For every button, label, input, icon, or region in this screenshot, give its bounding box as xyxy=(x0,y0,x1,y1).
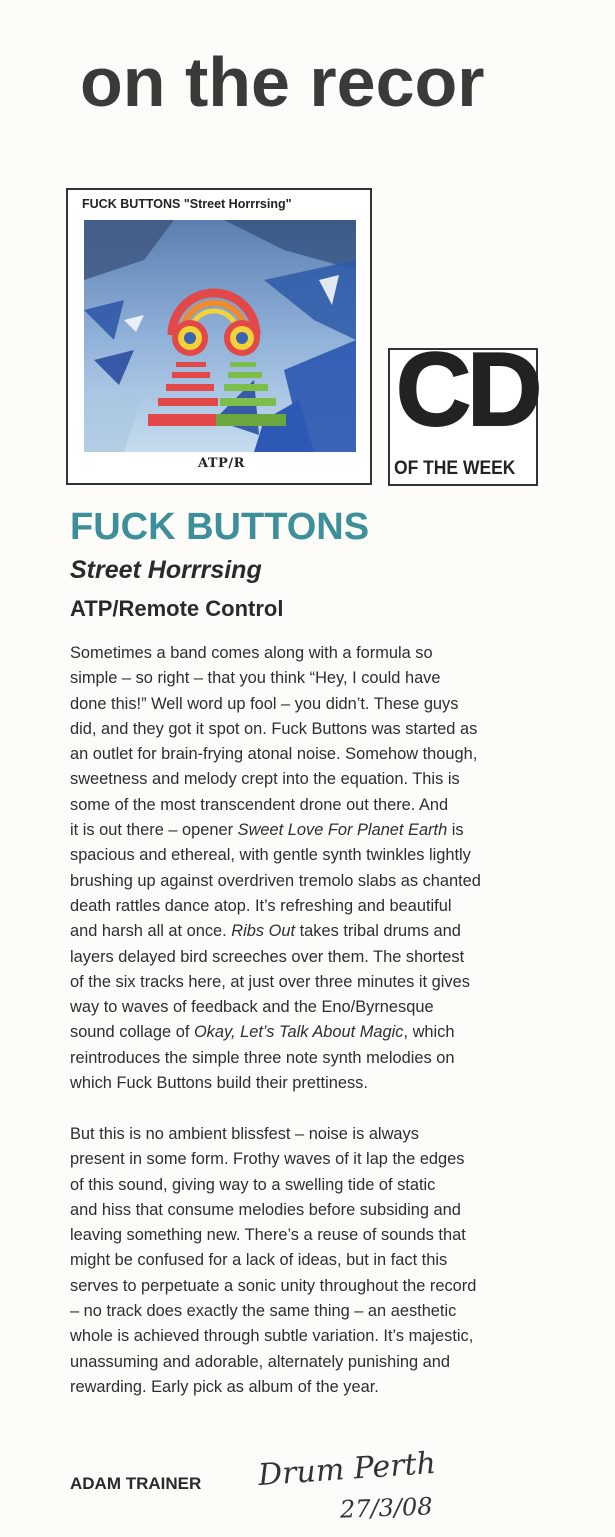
cd-of-the-week-badge xyxy=(388,332,539,486)
review-line xyxy=(70,742,550,767)
review-text-segment: present in some form. Frothy waves of it lap the edges xyxy=(70,1150,465,1169)
review-text-segment: some of the most transcendent drone out there. And xyxy=(70,795,449,814)
review-text-segment: layers delayed bird screeches over them. The shortest xyxy=(70,947,465,966)
review-line xyxy=(70,692,550,717)
review-line xyxy=(70,1350,550,1375)
review-text-segment: simple – so right – that you think “Hey, I could have xyxy=(70,669,441,688)
review-text-segment: leaving something new. There’s a reuse of sounds that xyxy=(70,1226,466,1245)
review-paragraph-1 xyxy=(70,641,550,1096)
review-text-segment: of this sound, giving way to a swelling tide of static xyxy=(70,1175,436,1194)
review-line xyxy=(70,767,550,792)
review-text-segment: might be confused for a lack of ideas, but in fact this xyxy=(70,1251,448,1270)
review-text-segment: takes tribal drums and xyxy=(295,922,461,941)
track-title: Sweet Love For Planet Earth xyxy=(237,821,448,840)
review-line xyxy=(70,1223,550,1248)
review-text-segment: rewarding. Early pick as album of the year. xyxy=(70,1377,379,1396)
album-title: Street Horrrsing xyxy=(70,556,262,584)
review-line xyxy=(70,1248,550,1273)
review-text-segment: sweetness and melody crept into the equation. This is xyxy=(70,770,460,789)
section-title: on the recor xyxy=(80,43,485,121)
handwritten-source-note: Drum Perth xyxy=(256,1445,438,1494)
review-line xyxy=(70,945,550,970)
review-line xyxy=(70,894,550,919)
track-title: Okay, Let’s Talk About Magic xyxy=(193,1023,404,1042)
review-line xyxy=(70,869,550,894)
review-line xyxy=(70,717,550,742)
review-line xyxy=(70,1173,550,1198)
review-text-segment: and harsh all at once. xyxy=(70,922,232,941)
review-line xyxy=(70,666,550,691)
review-text-segment: did, and they got it spot on. Fuck Buttons was started as xyxy=(70,719,478,738)
cover-caption: FUCK BUTTONS "Street Horrrsing" xyxy=(82,197,292,211)
record-label-name: ATP/Remote Control xyxy=(70,596,284,621)
review-text-segment: But this is no ambient blissfest – noise is always xyxy=(70,1125,419,1143)
review-text-segment: serves to perpetuate a sonic unity throughout the record xyxy=(70,1276,477,1295)
badge-cd-text: CD xyxy=(396,332,539,448)
review-text-segment: of the six tracks here, at just over three minutes it gives xyxy=(70,972,470,991)
review-text-segment: reintroduces the simple three note synth melodies on xyxy=(70,1048,455,1067)
review-text-segment: and hiss that consume melodies before subsiding and xyxy=(70,1200,461,1219)
review-line xyxy=(70,1046,550,1071)
review-text-segment: brushing up against overdriven tremolo slabs as chanted xyxy=(70,871,481,890)
handwritten-date-note: 27/3/08 xyxy=(339,1492,433,1524)
album-cover-art xyxy=(84,220,356,452)
review-line xyxy=(70,1198,550,1223)
review-line xyxy=(70,1071,550,1096)
review-line xyxy=(70,818,550,843)
review-line xyxy=(70,1299,550,1324)
review-line xyxy=(70,843,550,868)
review-line xyxy=(70,1274,550,1299)
review-text-segment: Sometimes a band comes along with a formula so xyxy=(70,644,433,662)
review-line xyxy=(70,1375,550,1400)
review-line xyxy=(70,641,550,666)
review-text-segment: done this!” Well word up fool – you didn’t. These guys xyxy=(70,694,459,713)
review-author: ADAM TRAINER xyxy=(70,1474,202,1493)
badge-week-text: OF THE WEEK xyxy=(394,458,516,479)
review-line xyxy=(70,995,550,1020)
review-text-segment: , which xyxy=(403,1023,455,1042)
track-title: Ribs Out xyxy=(231,922,296,941)
record-label-logo: ATP/R xyxy=(198,456,245,471)
review-text-segment: which Fuck Buttons build their prettiness. xyxy=(70,1074,368,1093)
review-line xyxy=(70,1122,550,1147)
review-text-segment: it is out there – opener xyxy=(70,821,238,840)
review-text-segment: death rattles dance atop. It’s refreshing and beautiful xyxy=(70,896,452,915)
review-line xyxy=(70,793,550,818)
review-text-segment: spacious and ethereal, with gentle synth twinkles lightly xyxy=(70,846,471,865)
review-text-segment: whole is achieved through subtle variation. It’s majestic, xyxy=(70,1327,474,1346)
review-line xyxy=(70,919,550,944)
review-paragraph-2 xyxy=(70,1122,550,1400)
review-text-segment: an outlet for brain-frying atonal noise. Somehow though, xyxy=(70,745,478,764)
band-name: FUCK BUTTONS xyxy=(70,506,370,548)
review-text-segment: is xyxy=(447,821,464,840)
review-text-segment: unassuming and adorable, alternately punishing and xyxy=(70,1352,450,1371)
review-line xyxy=(70,1020,550,1045)
review-line xyxy=(70,1147,550,1172)
review-text-segment: – no track does exactly the same thing – an aesthetic xyxy=(70,1302,457,1321)
review-line xyxy=(70,1324,550,1349)
album-cover-frame xyxy=(66,188,372,485)
review-text-segment: sound collage of xyxy=(70,1023,194,1042)
review-line xyxy=(70,970,550,995)
review-text-segment: way to waves of feedback and the Eno/Byrnesque xyxy=(70,998,434,1017)
